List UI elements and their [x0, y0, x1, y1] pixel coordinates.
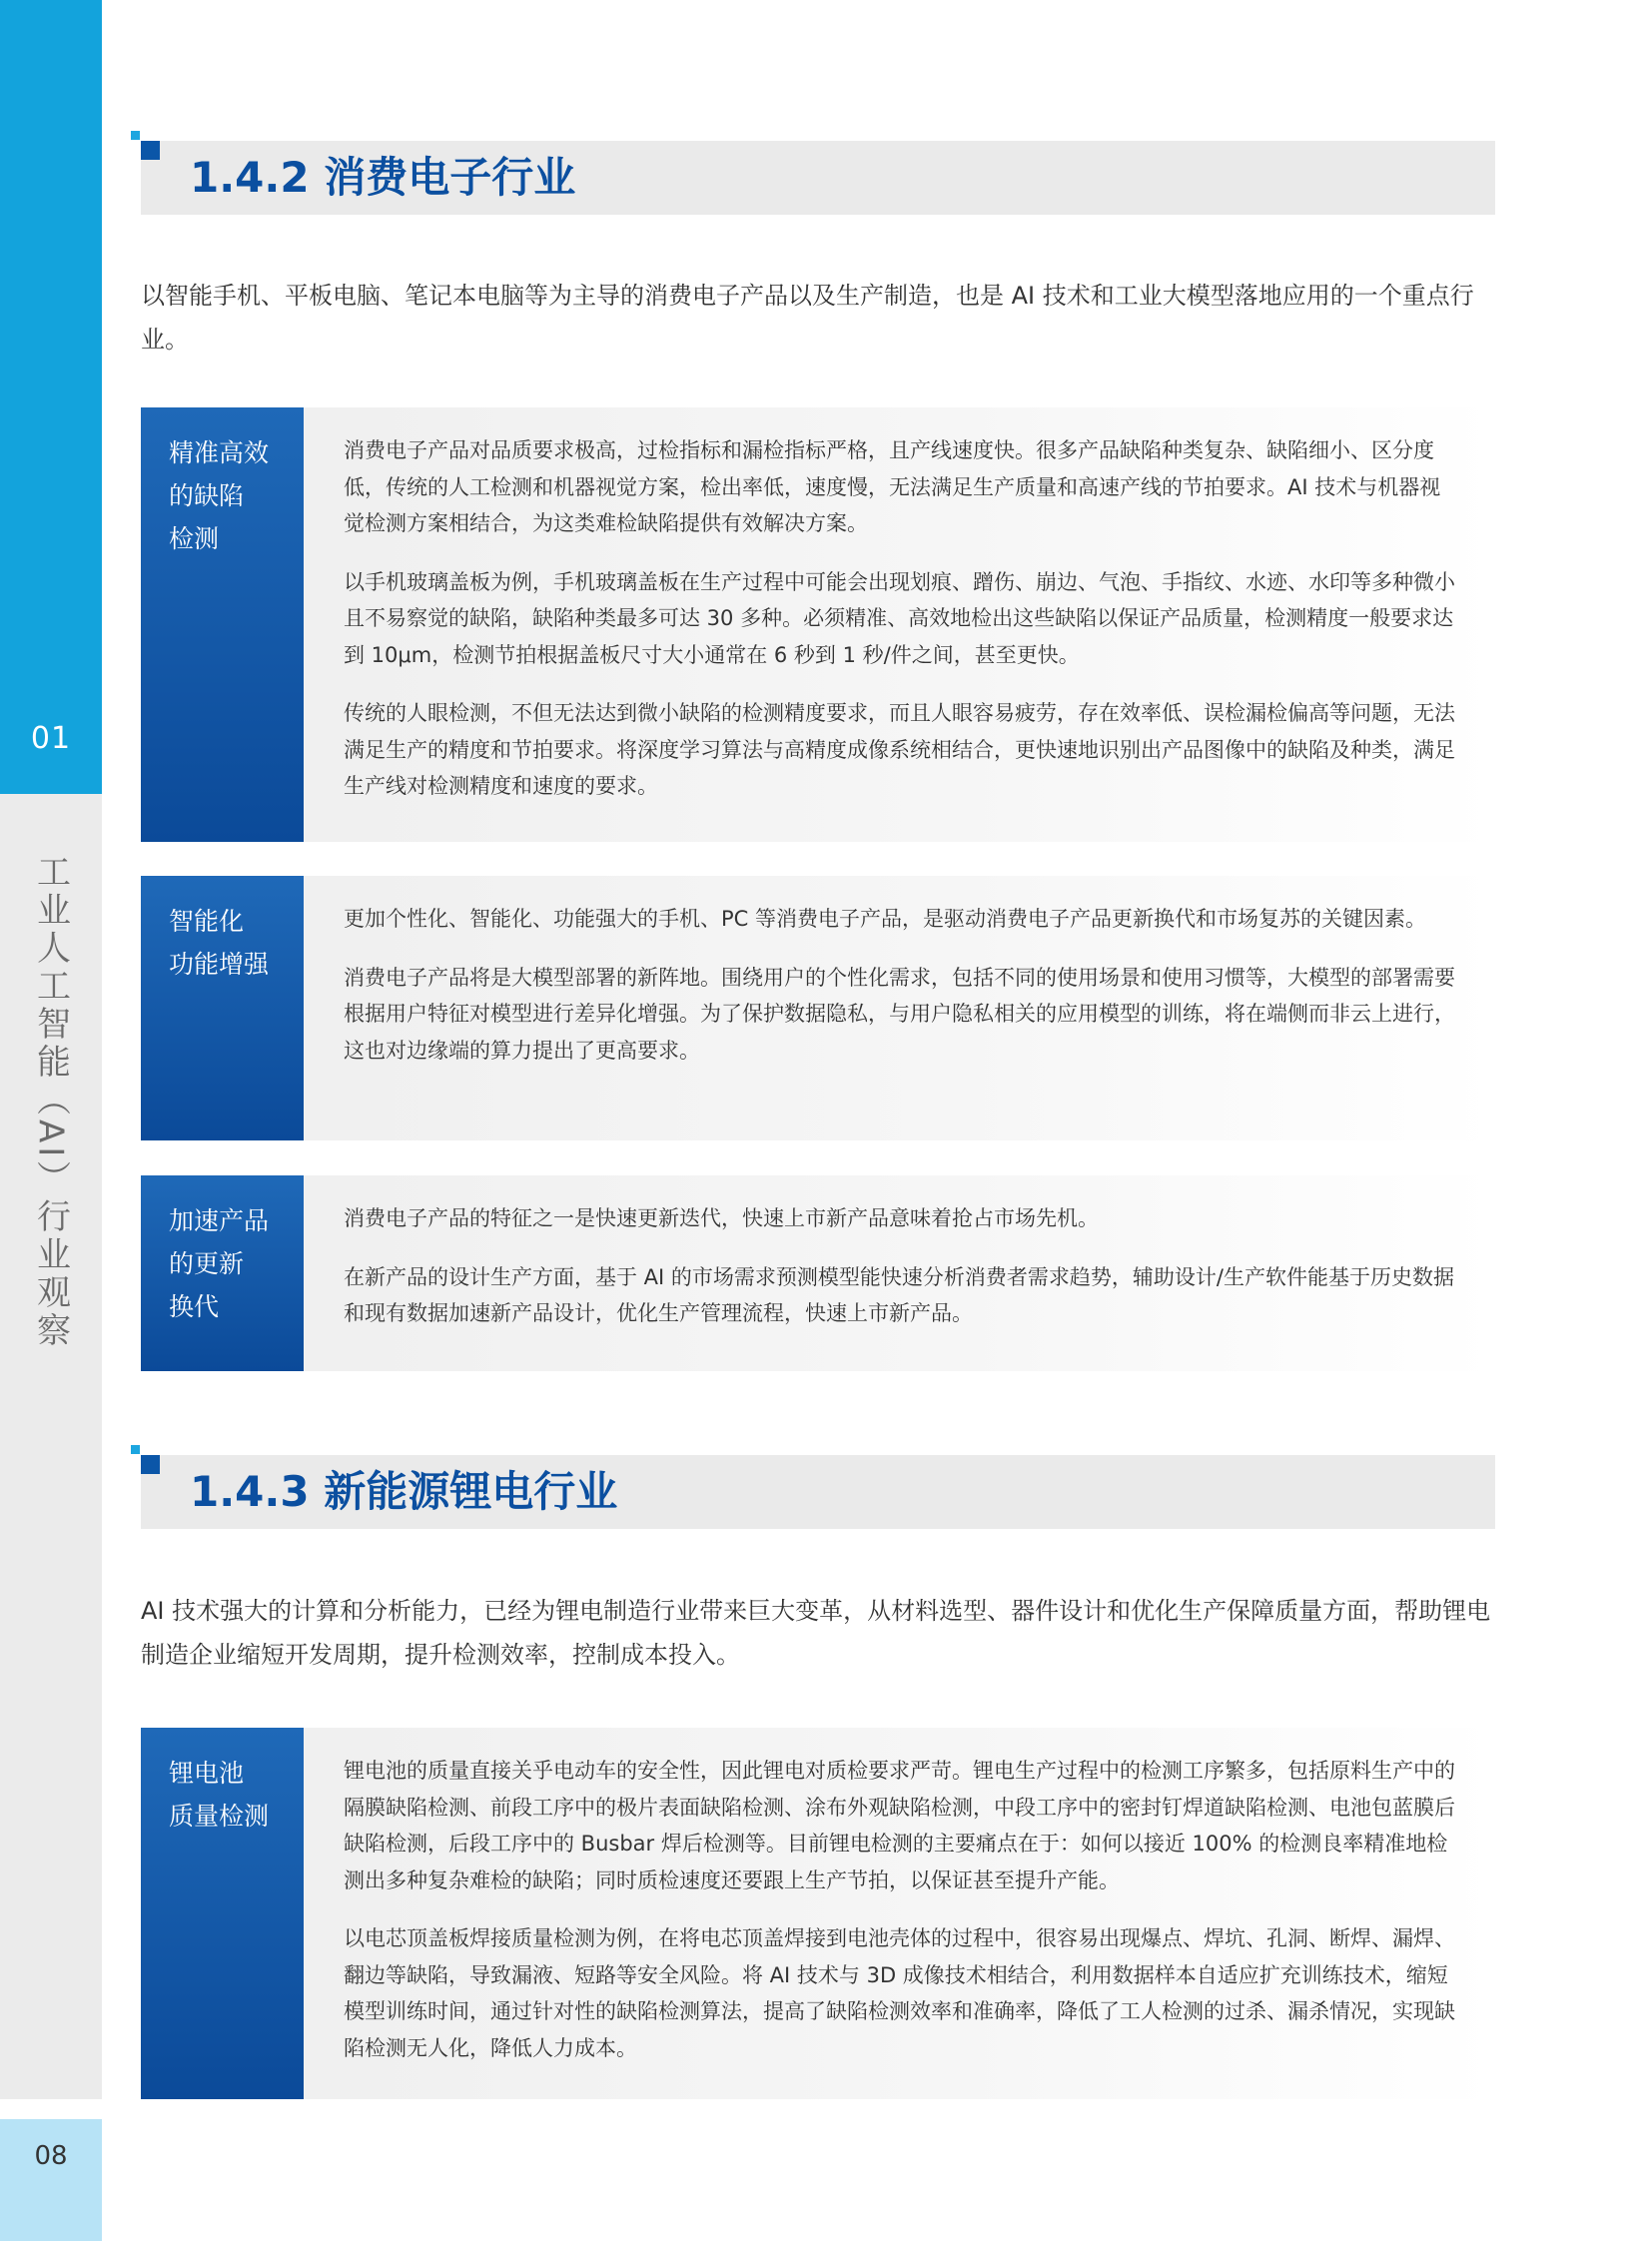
card-paragraph: 以手机玻璃盖板为例，手机玻璃盖板在生产过程中可能会出现划痕、蹭伤、崩边、气泡、手指纹、水迹、水印等多种微小且不易察觉的缺陷，缺陷种类最多可达 30 多种。必须精准、高效地检出这些缺陷以保证产品质量，检测精度一般要求达到 10μm，检测节拍根据盖板尺寸大小通常在 6 秒到 1 秒/件之间，甚至更快。: [344, 569, 1455, 667]
chapter-title-text: 工业人工智能（AI）行业观察: [30, 854, 71, 1351]
card-paragraph: 消费电子产品的特征之一是快速更新迭代，快速上市新产品意味着抢占市场先机。: [344, 1206, 1099, 1230]
section-intro-142: 以智能手机、平板电脑、笔记本电脑等为主导的消费电子产品以及生产制造，也是 AI 技术和工业大模型落地应用的一个重点行业。: [141, 282, 1474, 354]
feature-card-product-iteration: [141, 1175, 1495, 1371]
card-paragraph: 在新产品的设计生产方面，基于 AI 的市场需求预测模型能快速分析消费者需求趋势，辅助设计/生产软件能基于历史数据和现有数据加速新产品设计，优化生产管理流程，快速上市新产品。: [344, 1264, 1454, 1325]
card-label: [141, 407, 304, 842]
page-number-block: [0, 2119, 102, 2241]
page-number: 08: [34, 2141, 68, 2171]
chapter-number: 01: [30, 721, 72, 756]
feature-card-defect-detection: [141, 407, 1495, 842]
section-marker-square: [141, 1455, 160, 1474]
card-body: [304, 1175, 1495, 1371]
card-paragraph: 以电芯顶盖板焊接质量检测为例，在将电芯顶盖焊接到电池壳体的过程中，很容易出现爆点、焊坑、孔洞、断焊、漏焊、翻边等缺陷，导致漏液、短路等安全风险。将 AI 技术与 3D 成像技术相结合，利用数据样本自适应扩充训练技术，缩短模型训练时间，通过针对性的缺陷检测算法，提高了缺陷检测效率和准确率，降低了工人检测的过杀、漏杀情况，实现缺陷检测无人化，降低人力成本。: [344, 1926, 1455, 2060]
card-paragraph: 消费电子产品将是大模型部署的新阵地。围绕用户的个性化需求，包括不同的使用场景和使用习惯等，大模型的部署需要根据用户特征对模型进行差异化增强。为了保护数据隐私，与用户隐私相关的应用模型的训练，将在端侧而非云上进行，这也对边缘端的算力提出了更高要求。: [344, 965, 1455, 1063]
card-label-line: 换代: [169, 1292, 220, 1321]
section-title-142: 1.4.2 消费电子行业: [190, 153, 576, 202]
section-marker-square-small: [131, 1445, 140, 1454]
card-label-line: 的缺陷: [169, 481, 245, 510]
section-marker-square-small: [131, 131, 140, 140]
card-paragraph: 锂电池的质量直接关乎电动车的安全性，因此锂电对质检要求严苛。锂电生产过程中的检测工序繁多，包括原料生产中的隔膜缺陷检测、前段工序中的极片表面缺陷检测、涂布外观缺陷检测，中段工序中的密封钉焊道缺陷检测、电池包蓝膜后缺陷检测，后段工序中的 Busbar 焊后检测等。目前锂电检测的主要痛点在于：如何以接近 100% 的检测良率精准地检测出多种复杂难检的缺陷；同时质检速度还要跟上生产节拍，以保证甚至提升产能。: [344, 1759, 1455, 1892]
chapter-title-vertical: [0, 854, 102, 1350]
card-label-line: 质量检测: [169, 1802, 270, 1831]
card-label: [141, 1175, 304, 1371]
card-label-line: 精准高效: [169, 438, 270, 467]
card-body: [304, 876, 1495, 1140]
card-label-line: 智能化: [169, 907, 245, 936]
card-body: [304, 407, 1495, 842]
card-body: [304, 1728, 1495, 2099]
card-paragraph: 消费电子产品对品质要求极高，过检指标和漏检指标严格，且产线速度快。很多产品缺陷种类复杂、缺陷细小、区分度低，传统的人工检测和机器视觉方案，检出率低，速度慢，无法满足生产质量和高速产线的节拍要求。AI 技术与机器视觉检测方案相结合，为这类难检缺陷提供有效解决方案。: [344, 438, 1441, 535]
card-label-line: 的更新: [169, 1249, 245, 1278]
card-label-line: 锂电池: [169, 1759, 245, 1788]
card-label-line: 加速产品: [169, 1206, 270, 1235]
card-paragraph: 传统的人眼检测，不但无法达到微小缺陷的检测精度要求，而且人眼容易疲劳，存在效率低、误检漏检偏高等问题，无法满足生产的精度和节拍要求。将深度学习算法与高精度成像系统相结合，更快速地识别出产品图像中的缺陷及种类，满足生产线对检测精度和速度的要求。: [344, 701, 1455, 798]
card-paragraph: 更加个性化、智能化、功能强大的手机、PC 等消费电子产品，是驱动消费电子产品更新换代和市场复苏的关键因素。: [344, 907, 1426, 931]
card-label-line: 功能增强: [169, 950, 270, 979]
feature-card-smart-enhancement: [141, 876, 1495, 1140]
card-label: [141, 876, 304, 1140]
card-label-line: 检测: [169, 524, 220, 553]
feature-card-battery-inspection: [141, 1728, 1495, 2099]
section-title-143: 1.4.3 新能源锂电行业: [190, 1467, 618, 1516]
card-label: [141, 1728, 304, 2099]
chapter-tab: [0, 0, 102, 794]
section-intro-143: AI 技术强大的计算和分析能力，已经为锂电制造行业带来巨大变革，从材料选型、器件设计和优化生产保障质量方面，帮助锂电制造企业缩短开发周期，提升检测效率，控制成本投入。: [141, 1597, 1491, 1669]
section-marker-square: [141, 141, 160, 160]
